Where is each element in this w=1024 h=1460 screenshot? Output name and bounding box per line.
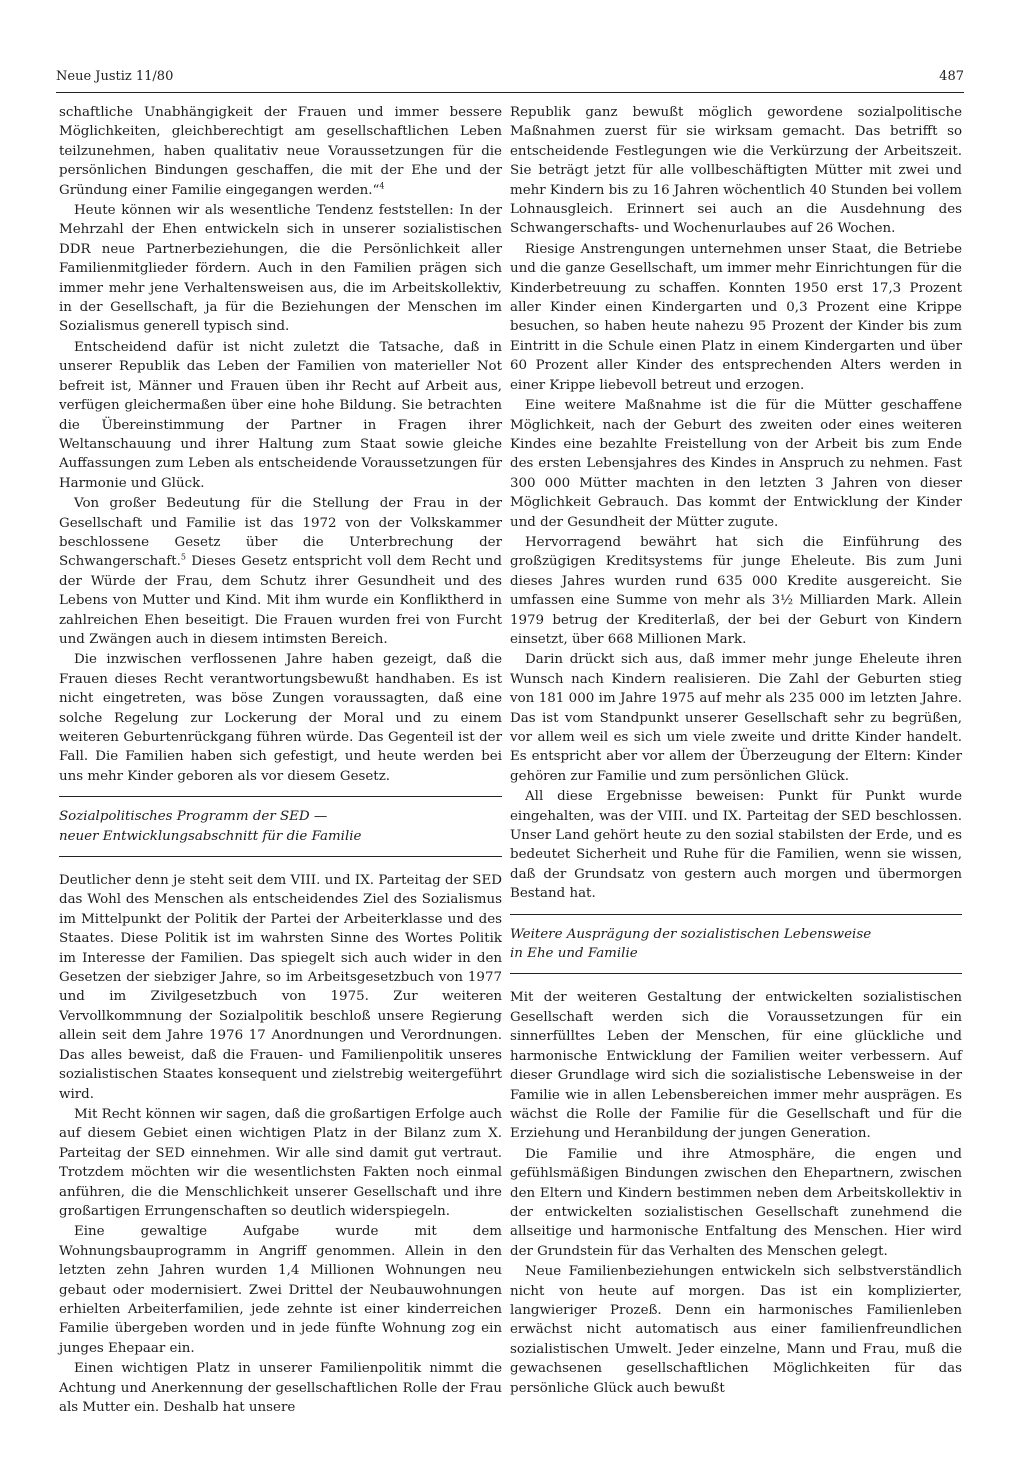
page-number: 487	[939, 69, 964, 84]
section-heading	[510, 914, 962, 975]
paragraph: Neue Familienbeziehungen entwickeln sich selbstverständlich nicht von heute auf morgen. Das ist ein komplizierter, langwieriger Prozeß. Denn ein harmonisches Familienleben erwächst nicht automatisch aus einer familienfreundlichen sozialistischen Umwelt. Jeder einzelne, Mann und Frau, muß die gewachsenen gesellschaftlichen Möglichkeiten für das persönliche Glück auch bewußt	[510, 1264, 962, 1396]
paragraph: Mit Recht können wir sagen, daß die großartigen Erfolge auch auf diesem Gebiet einen wichtigen Platz in der Bilanz zum X. Parteitag der SED einnehmen. Wir alle sind damit gut vertraut. Trotzdem möchten wir die wesentlichsten Fakten noch einmal anführen, die die Menschlichkeit unserer Gesellschaft und ihre großartigen Errungenschaften so deutlich widerspiegeln.	[59, 1106, 502, 1219]
section-heading	[59, 796, 502, 857]
journal-title: Neue Justiz 11/80	[56, 69, 174, 84]
paragraph: Darin drückt sich aus, daß immer mehr junge Eheleute ihren Wunsch nach Kindern realisieren. Die Zahl der Geburten stieg von 181 000 im Jahre 1975 auf mehr als 235 000 im letzten Jahre. Das ist vom Standpunkt unserer Gesellschaft sehr zu begrüßen, vor allem weil es sich um viele zweite und dritte Kinder handelt. Es entspricht aber vor allem der Überzeugung der Eltern: Kinder gehören zur Familie und zum persönlichen Glück.	[510, 652, 962, 784]
left-column	[59, 103, 502, 1418]
footnote-marker: 5	[180, 552, 186, 562]
paragraph: Die inzwischen verflossenen Jahre haben gezeigt, daß die Frauen dieses Recht verantwortungsbewußt handhaben. Es ist nicht eingetreten, was böse Zungen voraussagten, daß eine solche Regelung zur Lockerung der Moral und zu einem weiteren Geburtenrückgang führen würde. Das Gegenteil ist der Fall. Die Familien haben sich gefestigt, und heute werden bei uns mehr Kinder geboren als vor diesem Gesetz.	[59, 652, 502, 784]
paragraph: Eine gewaltige Aufgabe wurde mit dem Wohnungsbauprogramm in Angriff genommen. Allein in den letzten zehn Jahren wurden 1,4 Millionen Wohnungen neu gebaut oder modernisiert. Zwei Drittel der Neubauwohnungen erhielten Arbeiterfamilien, jede zehnte ist einer kinderreichen Familie übergeben worden und in jede fünfte Wohnung zog ein junges Ehepaar ein.	[59, 1224, 502, 1356]
paragraph: Die Familie und ihre Atmosphäre, die engen und gefühlsmäßigen Bindungen zwischen den Ehepartnern, zwischen den Eltern und Kindern bestimmen neben dem Arbeitskollektiv in der entwickelten sozialistischen Gesellschaft zunehmend die allseitige und harmonische Entfaltung des Menschen. Hier wird der Grundstein für das Verhalten des Menschen gelegt.	[510, 1146, 962, 1259]
paragraph: schaftliche Unabhängigkeit der Frauen und immer bessere Möglichkeiten, gleichberechtigt am gesellschaftlichen Leben teilzunehmen, haben qualitativ neue Voraussetzungen für die persönlichen Bindungen geschaffen, die mit der Ehe und der Gründung einer Familie eingegangen werden.“$^4$	[59, 105, 502, 198]
page-header	[56, 66, 964, 93]
paragraph: All diese Ergebnisse beweisen: Punkt für Punkt wurde eingehalten, was der VIII. und IX. Parteitag der SED beschlossen. Unser Land gehört heute zu den sozial stabilsten der Erde, und es bedeutet Sicherheit und Ruhe für die Familien, wenn sie wissen, daß der Grundsatz von gestern auch morgen und übermorgen Bestand hat.	[510, 789, 962, 902]
section-heading-line: in Ehe und Familie	[510, 946, 638, 962]
paragraph: Riesige Anstrengungen unternehmen unser Staat, die Betriebe und die ganze Gesellschaft, um immer mehr Einrichtungen für die Kinderbetreuung zu schaffen. Konnten 1950 erst 17,3 Prozent aller Kinder einen Kindergarten und 0,3 Prozent eine Krippe besuchen, so haben heute nahezu 95 Prozent der Kinder bis zum Eintritt in die Schule einen Platz in einem Kindergarten und über 60 Prozent aller Kinder des entsprechenden Alters werden in einer Krippe liebevoll betreut und erzogen.	[510, 241, 962, 393]
paragraph: Republik ganz bewußt möglich gewordene sozialpolitische Maßnahmen zuerst für sie wirksam gemacht. Das betrifft so entscheidende Festlegungen wie die Verkürzung der Arbeitszeit. Sie beträgt jetzt für alle vollbeschäftigten Mütter mit zwei und mehr Kindern bis zu 16 Jahren wöchentlich 40 Stunden bei vollem Lohnausgleich. Erinnert sei auch an die Ausdehnung des Schwangerschafts- und Wochenurlaubes auf 26 Wochen.	[510, 105, 962, 237]
footnote-marker: 4	[379, 181, 385, 191]
section-heading-line: neuer Entwicklungsabschnitt für die Familie	[59, 828, 362, 844]
section-heading-line: Sozialpolitisches Programm der SED —	[59, 809, 328, 825]
paragraph: Entscheidend dafür ist nicht zuletzt die Tatsache, daß in unserer Republik das Leben der Familien von materieller Not befreit ist, Männer und Frauen üben ihr Recht auf Arbeit aus, verfügen gleichermaßen über eine hohe Bildung. Sie betrachten die Übereinstimmung der Partner in Fragen ihrer Weltanschauung und ihrer Haltung zum Staat sowie gleiche Auffassungen zum Leben als entscheidende Voraussetzungen für Harmonie und Glück.	[59, 339, 502, 491]
paragraph: Hervorragend bewährt hat sich die Einführung des großzügigen Kreditsystems für junge Eheleute. Bis zum Juni dieses Jahres wurden rund 635 000 Kredite ausgereicht. Sie umfassen eine Summe von mehr als 3½ Milliarden Mark. Allein 1979 betrug der Krediterlaß, der bei der Geburt von Kindern einsetzt, über 668 Millionen Mark.	[510, 534, 962, 647]
paragraph: Einen wichtigen Platz in unserer Familienpolitik nimmt die Achtung und Anerkennung der gesellschaftlichen Rolle der Frau als Mutter ein. Deshalb hat unsere	[59, 1361, 502, 1415]
paragraph: Mit der weiteren Gestaltung der entwickelten sozialistischen Gesellschaft werden sich die Voraussetzungen für ein sinnerfülltes Leben der Menschen, für eine glückliche und harmonische Entwicklung der Familien weiter verbessern. Auf dieser Grundlage wird sich die sozialistische Lebensweise in der Familie wie in allen Lebensbereichen immer mehr ausprägen. Es wächst die Rolle der Familie für die Gesellschaft und für die Erziehung und Heranbildung der jungen Generation.	[510, 990, 962, 1142]
paragraph: Heute können wir als wesentliche Tendenz feststellen: In der Mehrzahl der Ehen entwickeln sich in unserer sozialistischen DDR neue Partnerbeziehungen, die die Persönlichkeit aller Familienmitglieder fördern. Auch in den Familien prägen sich immer mehr jene Verhaltensweisen aus, die im Arbeitskollektiv, in der Gesellschaft, ja für die Beziehungen der Menschen im Sozialismus generell typisch sind.	[59, 203, 502, 335]
paragraph: Eine weitere Maßnahme ist die für die Mütter geschaffene Möglichkeit, nach der Geburt des zweiten oder eines weiteren Kindes eine bezahlte Freistellung von der Arbeit bis zum Ende des ersten Lebensjahres des Kindes in Anspruch zu nehmen. Fast 300 000 Mütter machten in den letzten 3 Jahren von dieser Möglichkeit Gebrauch. Das kommt der Entwicklung der Kinder und der Gesundheit der Mütter zugute.	[510, 398, 962, 530]
right-column	[510, 103, 962, 1399]
paragraph: Von großer Bedeutung für die Stellung der Frau in der Gesellschaft und Familie ist das 1972 von der Volkskammer beschlossene Gesetz über die Unterbrechung der Schwangerschaft.$^5$ Dieses Gesetz entspricht voll dem Recht und der Würde der Frau, dem Schutz ihrer Gesundheit und des Lebens von Mutter und Kind. Mit ihm wurde ein Konfliktherd in zahlreichen Ehen beseitigt. Die Frauen wurden frei von Furcht und Zwängen auch in diesem intimsten Bereich.	[59, 496, 502, 647]
section-heading-line: Weitere Ausprägung der sozialistischen Lebensweise	[510, 926, 872, 942]
paragraph: Deutlicher denn je steht seit dem VIII. und IX. Parteitag der SED das Wohl des Menschen als entscheidendes Ziel des Sozialismus im Mittelpunkt der Politik der Partei der Arbeiterklasse und des Staates. Diese Politik ist im wahrsten Sinne des Wortes Politik im Interesse der Familien. Das spiegelt sich auch wider in den Gesetzen der siebziger Jahre, so im Arbeitsgesetzbuch von 1977 und im Zivilgesetzbuch von 1975. Zur weiteren Vervollkommnung der Sozialpolitik beschloß unsere Regierung allein seit dem Jahre 1976 17 Anordnungen und Verordnungen. Das alles beweist, daß die Frauen- und Familienpolitik unseres sozialistischen Staates konsequent und zielstrebig weitergeführt wird.	[59, 873, 502, 1102]
